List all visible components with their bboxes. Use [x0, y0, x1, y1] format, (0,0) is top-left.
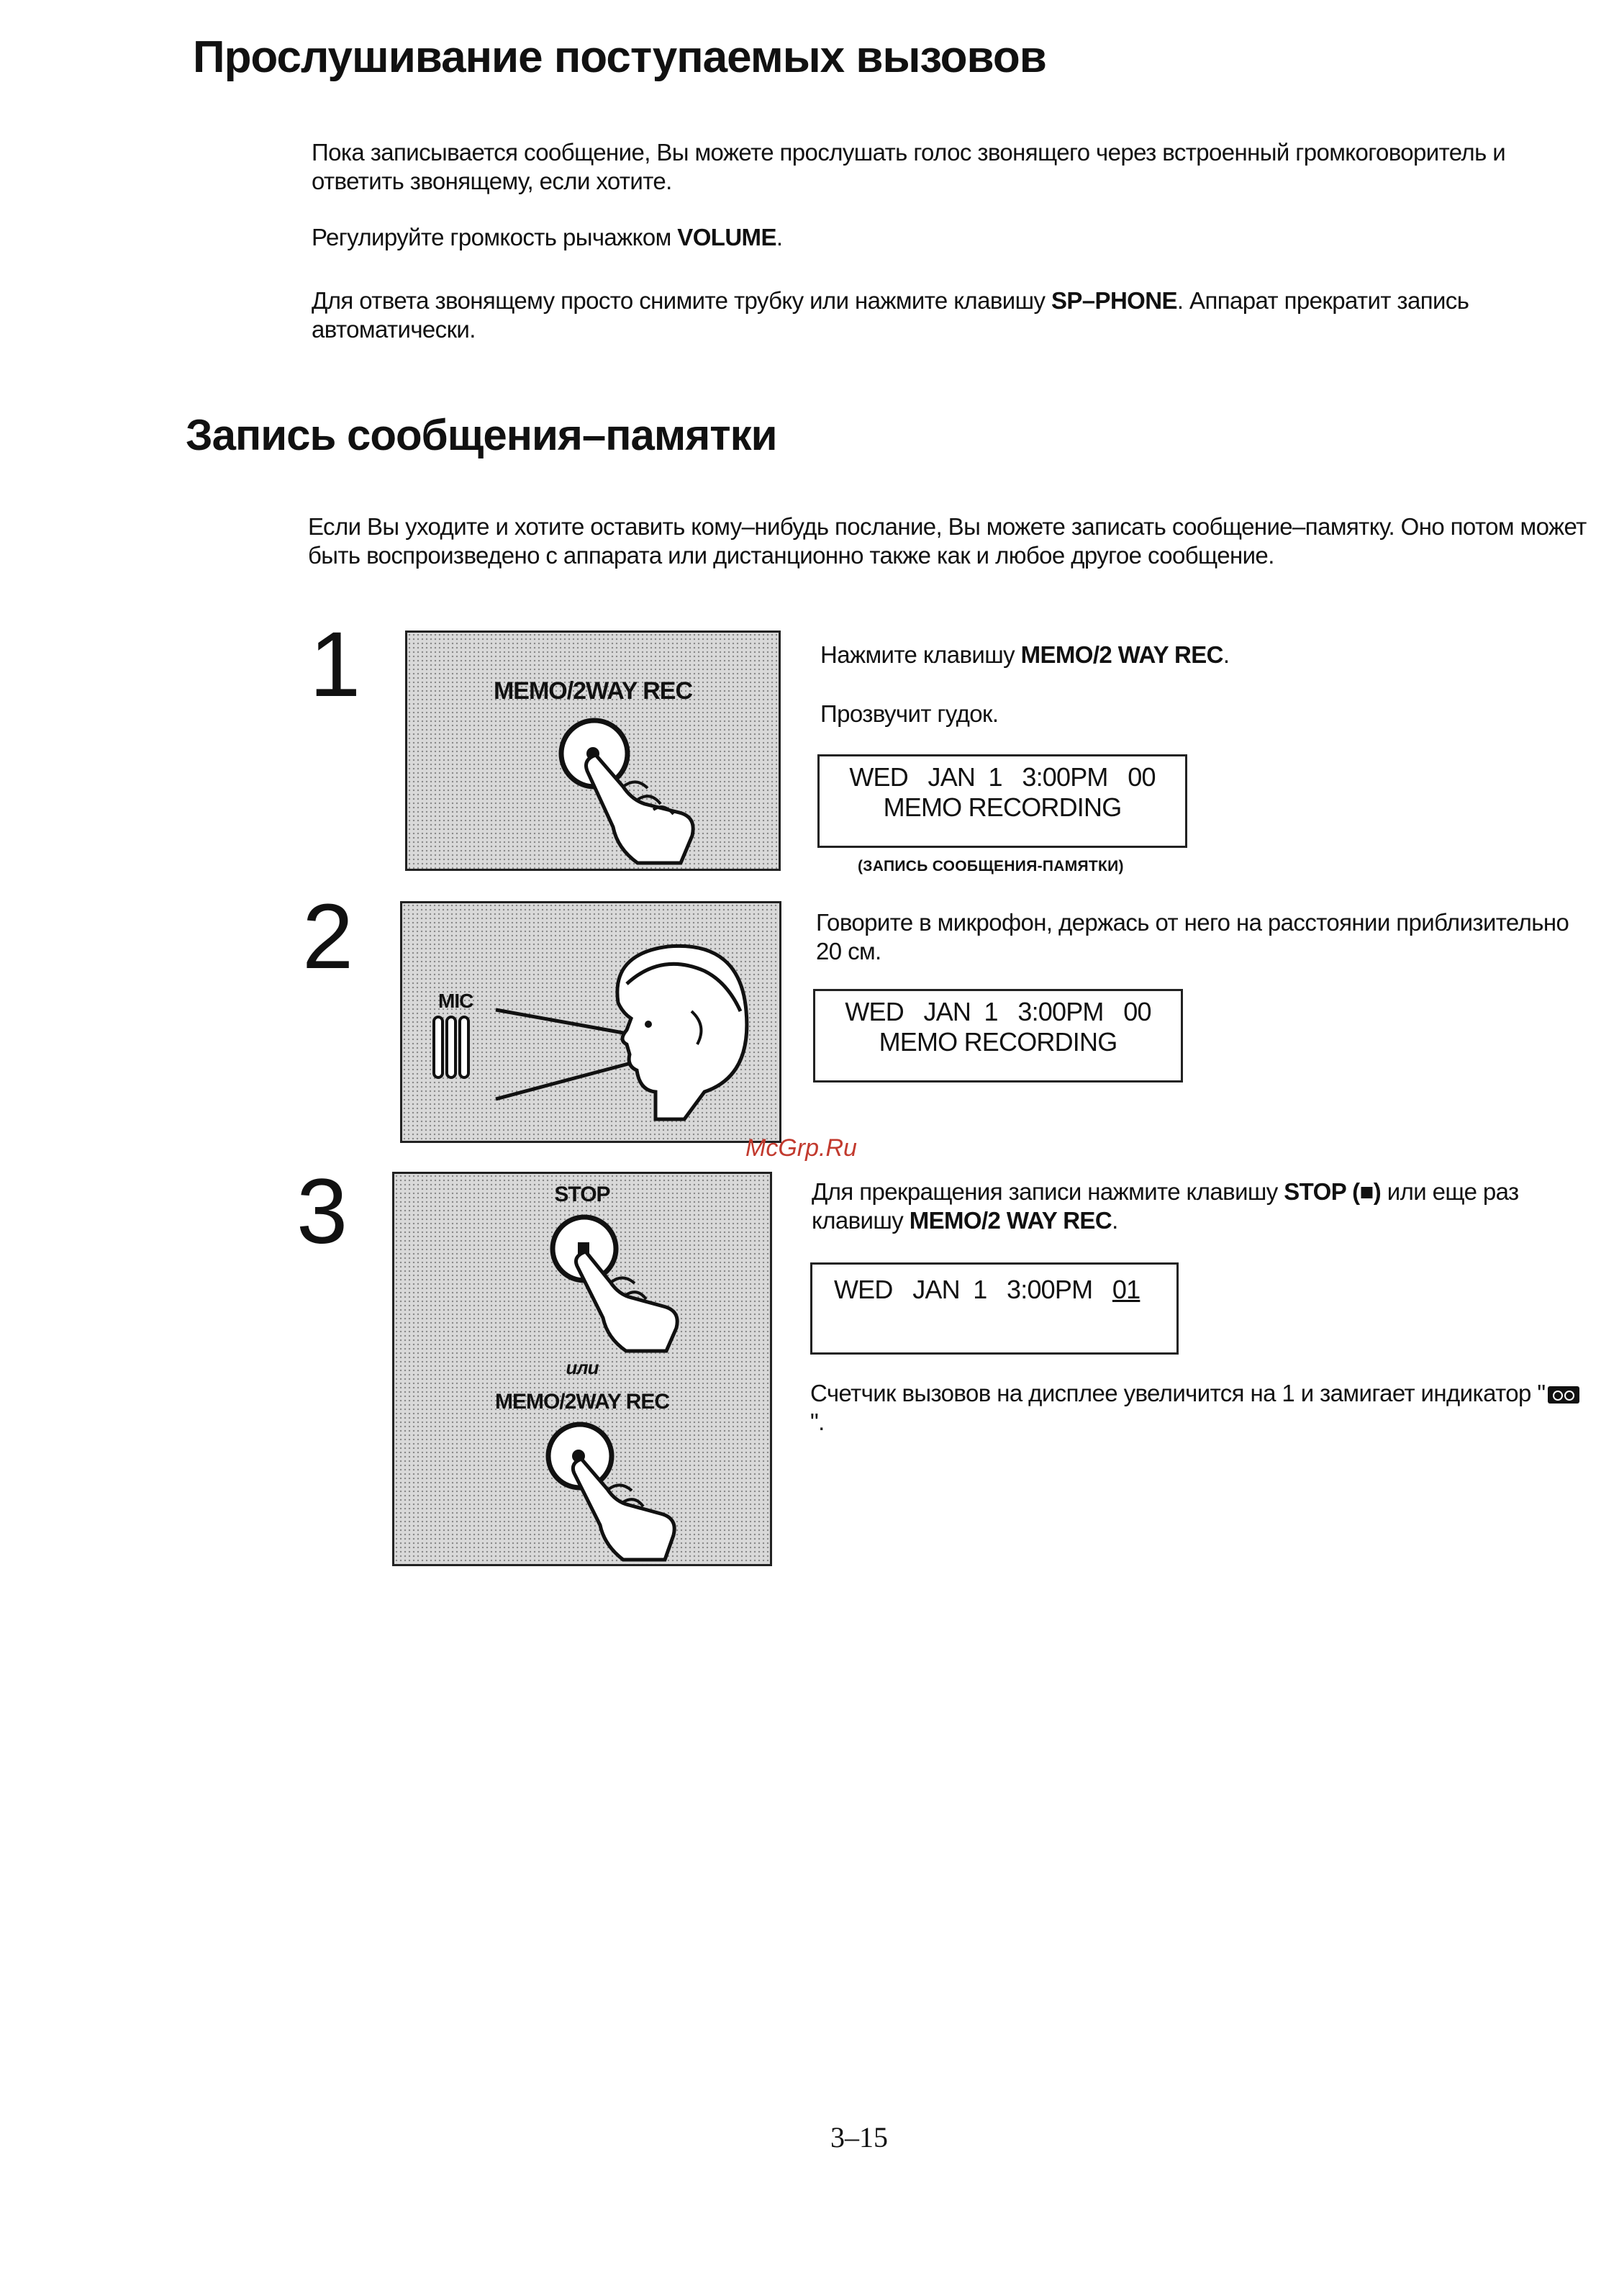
step2-illustration	[400, 901, 781, 1143]
lcd-line-1: WED JAN 1 3:00PM 00	[849, 762, 1156, 792]
step-number-1: 1	[309, 613, 361, 716]
step-number-2: 2	[302, 885, 354, 988]
step2-lcd-display	[813, 989, 1183, 1083]
stop-button-label: STOP	[554, 1183, 610, 1206]
paragraph-volume: Регулируйте громкость рычажком VOLUME.	[312, 224, 783, 250]
speak-into-mic-icon	[402, 903, 779, 1141]
lcd-line-2: MEMO RECORDING	[879, 1027, 1117, 1057]
memo-button-label: MEMO/2WAY REC	[494, 1390, 670, 1414]
mic-label: MIC	[438, 990, 473, 1012]
memo-key-label: MEMO/2 WAY REC	[909, 1207, 1112, 1234]
message-counter: 01	[1112, 1275, 1140, 1304]
lcd-line-1: WED JAN 1 3:00PM	[834, 1275, 1112, 1304]
or-label: или	[566, 1357, 599, 1378]
step-number-3: 3	[296, 1160, 348, 1263]
section-title-listening: Прослушивание поступаемых вызовов	[193, 32, 1046, 82]
step3-illustration	[392, 1172, 772, 1566]
volume-key-label: VOLUME	[677, 224, 776, 250]
section-title-memo: Запись сообщения–памятки	[186, 411, 777, 459]
step1-illustration	[405, 631, 781, 871]
step1-beep-text: Прозвучит гудок.	[820, 700, 999, 727]
press-stop-or-memo-icon	[394, 1174, 770, 1564]
paragraph-listening: Пока записывается сообщение, Вы можете прослушать голос звонящего через встроенный громкоговоритель и ответить звонящему, если хотите.	[312, 139, 1506, 194]
stop-key-label: STOP (■)	[1284, 1178, 1382, 1205]
step1-lcd-caption: (ЗАПИСЬ СООБЩЕНИЯ-ПАМЯТКИ)	[858, 858, 1124, 874]
step1-lcd-display	[817, 754, 1187, 848]
lcd-line-1: WED JAN 1 3:00PM 00	[845, 997, 1151, 1026]
step3-counter-note: Счетчик вызовов на дисплее увеличится на 1 и замигает индикатор "".	[810, 1379, 1587, 1437]
step2-instruction: Говорите в микрофон, держась от него на расстоянии приблизительно 20 см.	[816, 909, 1569, 964]
step3-lcd-display	[810, 1262, 1179, 1355]
step1-instruction: Нажмите клавишу MEMO/2 WAY REC.	[820, 641, 1230, 668]
watermark: McGrp.Ru	[745, 1134, 857, 1162]
memo-key-label: MEMO/2 WAY REC	[1020, 641, 1223, 668]
page-number: 3–15	[830, 2121, 888, 2153]
tape-indicator-icon	[1548, 1386, 1579, 1404]
press-button-icon	[407, 633, 779, 869]
paragraph-answer: Для ответа звонящему просто снимите трубку или нажмите клавишу SP–PHONE. Аппарат прекратит запись автоматически.	[312, 287, 1469, 343]
sp-phone-key-label: SP–PHONE	[1051, 287, 1177, 314]
paragraph-memo-intro: Если Вы уходите и хотите оставить кому–нибудь послание, Вы можете записать сообщение–памятку. Оно потом может быть воспроизведено с аппарата или дистанционно также как и любое другое сообщение.	[308, 513, 1587, 569]
step3-instruction: Для прекращения записи нажмите клавишу STOP (■) или еще раз клавишу MEMO/2 WAY REC.	[812, 1178, 1519, 1234]
lcd-line-2: MEMO RECORDING	[883, 792, 1122, 822]
memo-button-label: MEMO/2WAY REC	[493, 677, 693, 705]
